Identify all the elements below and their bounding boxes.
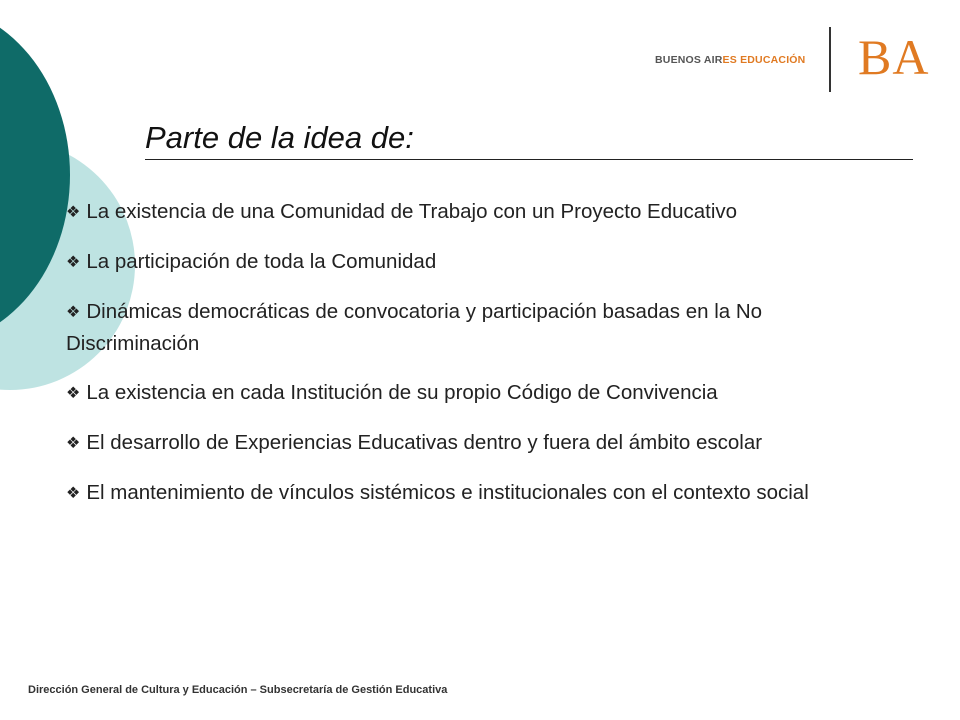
bullet-item [66,377,896,409]
diamond-bullet-icon: ❖ [66,385,81,402]
diamond-bullet-icon: ❖ [66,304,81,321]
bullet-text: La existencia en cada Institución de su propio Código de Convivencia [86,381,718,404]
bullet-text: La existencia de una Comunidad de Trabajo con un Proyecto Educativo [86,200,738,223]
bullet-text: La participación de toda la Comunidad [86,250,437,273]
brand-logo: BA [858,29,930,85]
bullet-text: Dinámicas democráticas de convocatoria y participación basadas en la No Discriminación [66,300,763,355]
bullet-item [66,196,896,228]
diamond-bullet-icon: ❖ [66,204,81,221]
diamond-bullet-icon: ❖ [66,485,81,502]
slide-title: Parte de la idea de: [145,120,414,155]
brand-divider [829,27,831,92]
footer-text: Dirección General de Cultura y Educación – Subsecretaría de Gestión Educativa [28,684,448,696]
brand-text-main: BUENOS AIR [655,54,723,66]
title-underline [145,159,913,160]
brand-text [655,54,805,66]
bullet-item [66,477,896,509]
bullet-item [66,246,896,278]
brand-text-accent: ES EDUCACIÓN [722,54,806,66]
bullet-text: El mantenimiento de vínculos sistémicos e institucionales con el contexto social [86,481,809,504]
brand-header [0,0,960,100]
bullet-item [66,427,896,459]
bullet-text: El desarrollo de Experiencias Educativas dentro y fuera del ámbito escolar [86,431,763,454]
bullet-list [66,196,896,527]
bullet-item [66,296,896,359]
diamond-bullet-icon: ❖ [66,435,81,452]
diamond-bullet-icon: ❖ [66,254,81,271]
